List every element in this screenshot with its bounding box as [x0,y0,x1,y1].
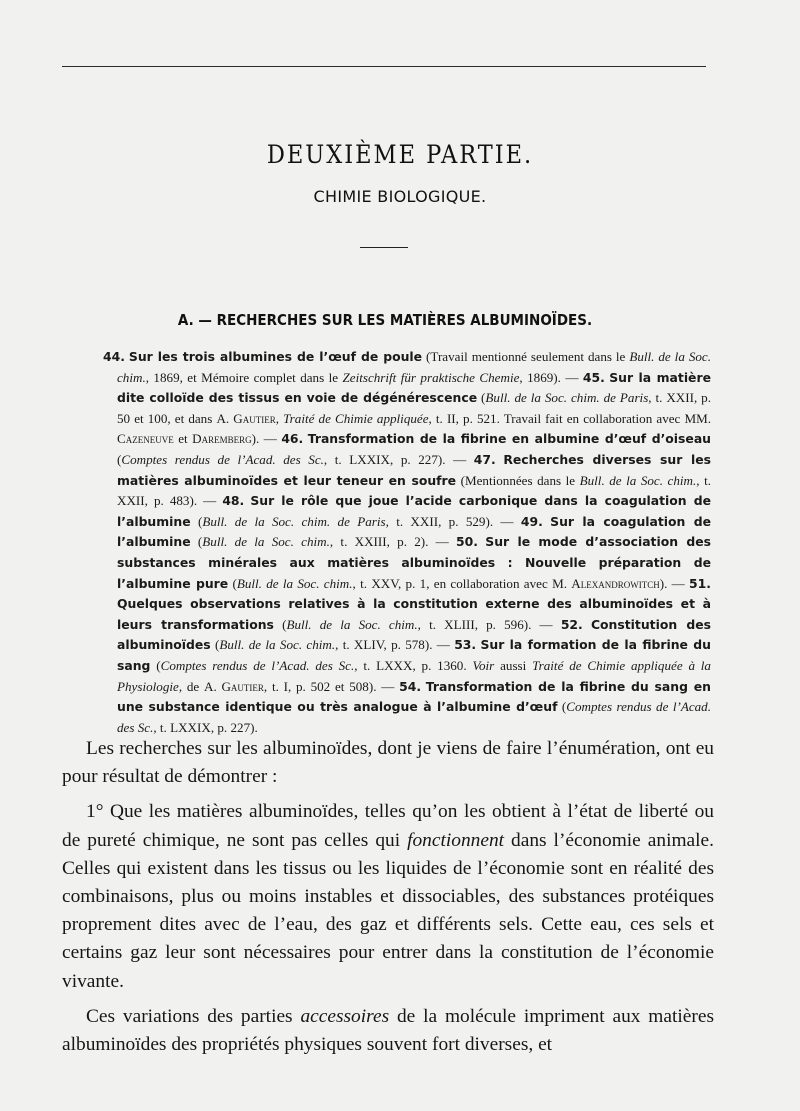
entry-ref: ( [210,637,220,653]
entry-ref: ). — [251,431,282,447]
body-paragraph-3 [62,1003,714,1059]
author-name: A. Gautier [216,410,276,426]
voir-label: Voir [472,657,495,673]
entry-number: 46. [281,431,304,447]
entry-ref: ( [117,451,122,467]
author-name: Cazeneuve [117,431,174,447]
entry-ref: , t. LXXIX, p. 227). — [323,451,474,467]
entry-title: Sur la coagulation de l’albumine [117,513,712,550]
top-rule [62,66,706,67]
entry-ref: ( [557,699,567,715]
journal-name: Bull. de la Soc. chim. de Paris [202,513,386,529]
entry-number: 52. [560,616,583,632]
author-name: Alexandrowitch [571,575,660,591]
entry-ref: , t. LXXX, p. 1360. [354,657,473,673]
journal-name: Comptes rendus de l’Acad. des Sc. [117,699,712,735]
author-name: A. Gautier [203,678,264,694]
body-paragraph-1: Les recherches sur les albuminoïdes, dont je viens de faire l’énumération, ont eu pour résultat de démontrer : [62,738,714,788]
entry-ref: , t. XXII, p. 50 et 100, et dans [117,390,712,426]
journal-name: Zeitschrift für praktische Chemie [342,369,520,385]
entry-ref: , de [178,678,204,694]
entry-title: Transformation de la fibrine en albumine d’œuf d’oiseau [307,431,712,447]
entry-ref: , t. XLIV, p. 578). — [335,637,455,653]
entry-title: Quelques observations relatives à la constitution externe des albuminoïdes et à leurs transformations [117,596,711,632]
entry-ref: , 1869, et Mémoire complet dans le [145,369,343,385]
entry-ref: ( [273,616,287,632]
entry-ref: , t. I, p. 502 et 508). — [263,678,400,694]
entry-number: 53. [454,637,477,653]
entry-title: Recherches diverses sur les matières albuminoïdes et leur teneur en soufre [117,451,711,488]
subtitle: CHIMIE BIOLOGIQUE. [313,187,487,206]
part-title: DEUXIÈME PARTIE. [266,140,534,169]
entry-ref: , t. LXXIX, p. 227). [153,719,258,735]
entry-ref: ( [228,575,237,591]
body-text [62,735,714,1059]
journal-name: Traité de Chimie appliquée à la Physiologie [117,657,711,694]
journal-name: Bull. de la Soc. chim. [202,534,330,550]
entry-title: Sur le rôle que joue l’acide carbonique dans la coagulation de l’albumine [117,493,711,529]
body-paragraph-2 [62,798,714,995]
entry-number: 47. [473,451,496,467]
entry-number: 48. [222,493,245,509]
divider-rule [360,247,408,248]
entry-ref: , t. XXIII, p. 2). — [329,534,457,550]
entry-title: Constitution des albuminoïdes [117,616,712,653]
journal-name: Bull. de la Soc. chim. [219,637,336,653]
entry-ref: , t. XXII, p. 483). — [117,472,711,509]
journal-name: Bull. de la Soc. chim. [236,575,353,591]
entry-title: Sur la formation de la fibrine du sang [117,637,711,673]
journal-name: Traité de Chimie appliquée [283,410,429,426]
body-text-run: dans l’économie animale. Celles qui existent dans les tissus ou les liquides de l’économie sont en réalité des combinaisons, plus ou moins instables et dissociables, des substances protéiques proprement dites avec de l’eau, des gaz et différents sels. Cette eau, ces sels et certains gaz leur sont nécessaires pour entrer dans la constitution de l’économie vivante. [62,829,714,992]
body-emphasis: fonctionnent [407,829,505,851]
entry-ref: (Mentionnées dans le [456,472,580,488]
entry-ref: , t. XLIII, p. 596). — [417,616,561,632]
entry-ref: ( [190,534,203,550]
journal-name: Comptes rendus de l’Acad. des Sc. [121,451,324,467]
entry-ref: ). — [659,575,690,591]
entry-title: Transformation de la fibrine du sang en une substance identique ou très analogue à l’albumine d’œuf [117,678,711,715]
author-name: Daremberg [192,431,252,447]
entry-ref: , 1869). — [519,369,583,385]
entry-ref: ( [477,390,486,406]
entry-ref: , t. XXII, p. 529). — [385,513,521,529]
entry-number: 50. [456,534,478,550]
journal-name: Bull. de la Soc. chim. [579,472,697,488]
entry-title: Sur les trois albumines de l’œuf de poule [128,349,423,364]
entry-number: 44. [103,349,125,364]
entry-number: 45. [582,369,605,385]
entry-ref: ( [150,657,161,673]
journal-name: Comptes rendus de l’Acad. des Sc. [160,657,355,673]
entry-number: 49. [520,513,543,529]
journal-name: Bull. de la Soc. chim. de Paris [485,390,649,406]
entry-title: Sur la matière dite colloïde des tissus en voie de dégénérescence [117,369,711,406]
journal-name: Bull. de la Soc. chim. [286,616,418,632]
journal-name: Bull. de la Soc. chim. [117,349,711,385]
entry-ref: et [173,431,193,447]
body-text-run: de la molécule impriment aux matières albuminoïdes des propriétés physiques souvent fort diverses, et [62,1005,714,1056]
entry-ref: , t. II, p. 521. Travail fait en collaboration avec MM. [428,410,712,426]
entry-number: 54. [399,678,422,694]
entry-ref: ( [190,513,203,529]
entry-ref: (Travail mentionné seulement dans le [422,349,630,364]
body-text-run: Ces variations des parties [86,1005,301,1027]
section-heading: A. — RECHERCHES SUR LES MATIÈRES ALBUMINOÏDES. [177,311,593,329]
entry-number: 51. [689,575,711,591]
entry-ref: , [275,410,284,426]
entry-title: Sur le mode d’association des substances minérales aux matières albuminoïdes : Nouvelle préparation de l’albumine pure [117,534,712,591]
entry-ref: , t. XXV, p. 1, en collaboration avec M. [352,575,572,591]
bibliography-paragraph [75,347,711,738]
entry-ref: aussi [494,657,533,673]
bibliography-block [75,347,711,738]
body-text-run: 1° Que les matières albuminoïdes, telles qu’on les obtient à l’état de liberté ou de pureté chimique, ne sont pas celles qui [62,801,714,851]
body-emphasis: accessoires [300,1005,390,1027]
